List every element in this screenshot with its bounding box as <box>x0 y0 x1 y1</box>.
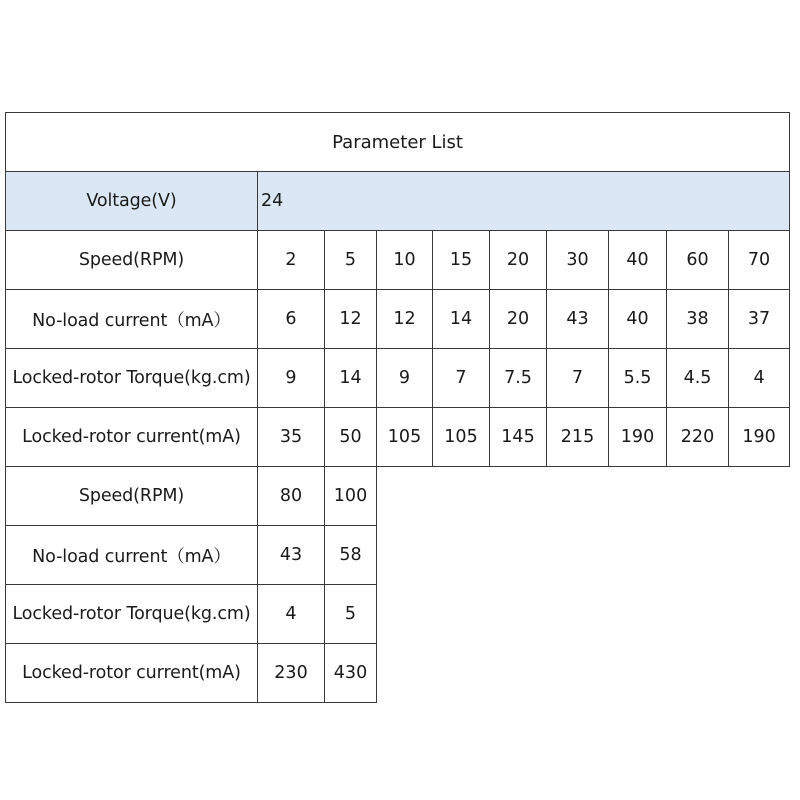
no-load-current-label: No-load current（mA） <box>6 526 258 585</box>
no-load-current-cell: 12 <box>377 290 433 349</box>
speed-cell: 40 <box>609 231 667 290</box>
voltage-row <box>6 172 790 231</box>
speed-cell: 60 <box>667 231 729 290</box>
speed-cell: 20 <box>490 231 547 290</box>
locked-rotor-torque-cell: 14 <box>325 349 377 408</box>
speed-cell: 80 <box>258 467 325 526</box>
no-load-current-cell: 40 <box>609 290 667 349</box>
no-load-current-cell: 14 <box>433 290 490 349</box>
locked-rotor-torque-cell: 4 <box>729 349 790 408</box>
table-row <box>6 467 790 526</box>
locked-rotor-torque-cell: 9 <box>377 349 433 408</box>
locked-rotor-torque-cell: 7.5 <box>490 349 547 408</box>
locked-rotor-current-cell: 230 <box>258 644 325 703</box>
voltage-value: 24 <box>258 172 790 231</box>
locked-rotor-current-cell: 35 <box>258 408 325 467</box>
no-load-current-cell: 43 <box>547 290 609 349</box>
locked-rotor-torque-label: Locked-rotor Torque(kg.cm) <box>6 585 258 644</box>
locked-rotor-torque-cell: 9 <box>258 349 325 408</box>
table-row <box>6 408 790 467</box>
table-row <box>6 349 790 408</box>
locked-rotor-torque-cell: 7 <box>547 349 609 408</box>
speed-label: Speed(RPM) <box>6 231 258 290</box>
no-load-current-cell: 6 <box>258 290 325 349</box>
no-load-current-label: No-load current（mA） <box>6 290 258 349</box>
locked-rotor-torque-cell: 4.5 <box>667 349 729 408</box>
locked-rotor-current-label: Locked-rotor current(mA) <box>6 644 258 703</box>
locked-rotor-current-cell: 145 <box>490 408 547 467</box>
voltage-label: Voltage(V) <box>6 172 258 231</box>
locked-rotor-current-cell: 105 <box>433 408 490 467</box>
locked-rotor-current-label: Locked-rotor current(mA) <box>6 408 258 467</box>
parameter-table <box>5 112 790 703</box>
speed-cell: 30 <box>547 231 609 290</box>
speed-cell: 15 <box>433 231 490 290</box>
locked-rotor-torque-cell: 5 <box>325 585 377 644</box>
table-row <box>6 231 790 290</box>
table-row <box>6 290 790 349</box>
speed-cell: 5 <box>325 231 377 290</box>
no-load-current-cell: 43 <box>258 526 325 585</box>
speed-cell: 70 <box>729 231 790 290</box>
locked-rotor-current-cell: 430 <box>325 644 377 703</box>
locked-rotor-current-cell: 215 <box>547 408 609 467</box>
no-load-current-cell: 37 <box>729 290 790 349</box>
no-load-current-cell: 20 <box>490 290 547 349</box>
locked-rotor-torque-cell: 5.5 <box>609 349 667 408</box>
no-load-current-cell: 38 <box>667 290 729 349</box>
locked-rotor-current-cell: 50 <box>325 408 377 467</box>
speed-cell: 100 <box>325 467 377 526</box>
speed-cell: 10 <box>377 231 433 290</box>
locked-rotor-current-cell: 190 <box>609 408 667 467</box>
table-title: Parameter List <box>6 113 790 172</box>
locked-rotor-current-cell: 190 <box>729 408 790 467</box>
no-load-current-cell: 58 <box>325 526 377 585</box>
locked-rotor-current-cell: 220 <box>667 408 729 467</box>
speed-cell: 2 <box>258 231 325 290</box>
locked-rotor-torque-cell: 4 <box>258 585 325 644</box>
empty-area <box>377 467 790 703</box>
no-load-current-cell: 12 <box>325 290 377 349</box>
locked-rotor-torque-label: Locked-rotor Torque(kg.cm) <box>6 349 258 408</box>
locked-rotor-current-cell: 105 <box>377 408 433 467</box>
title-row <box>6 113 790 172</box>
locked-rotor-torque-cell: 7 <box>433 349 490 408</box>
speed-label: Speed(RPM) <box>6 467 258 526</box>
